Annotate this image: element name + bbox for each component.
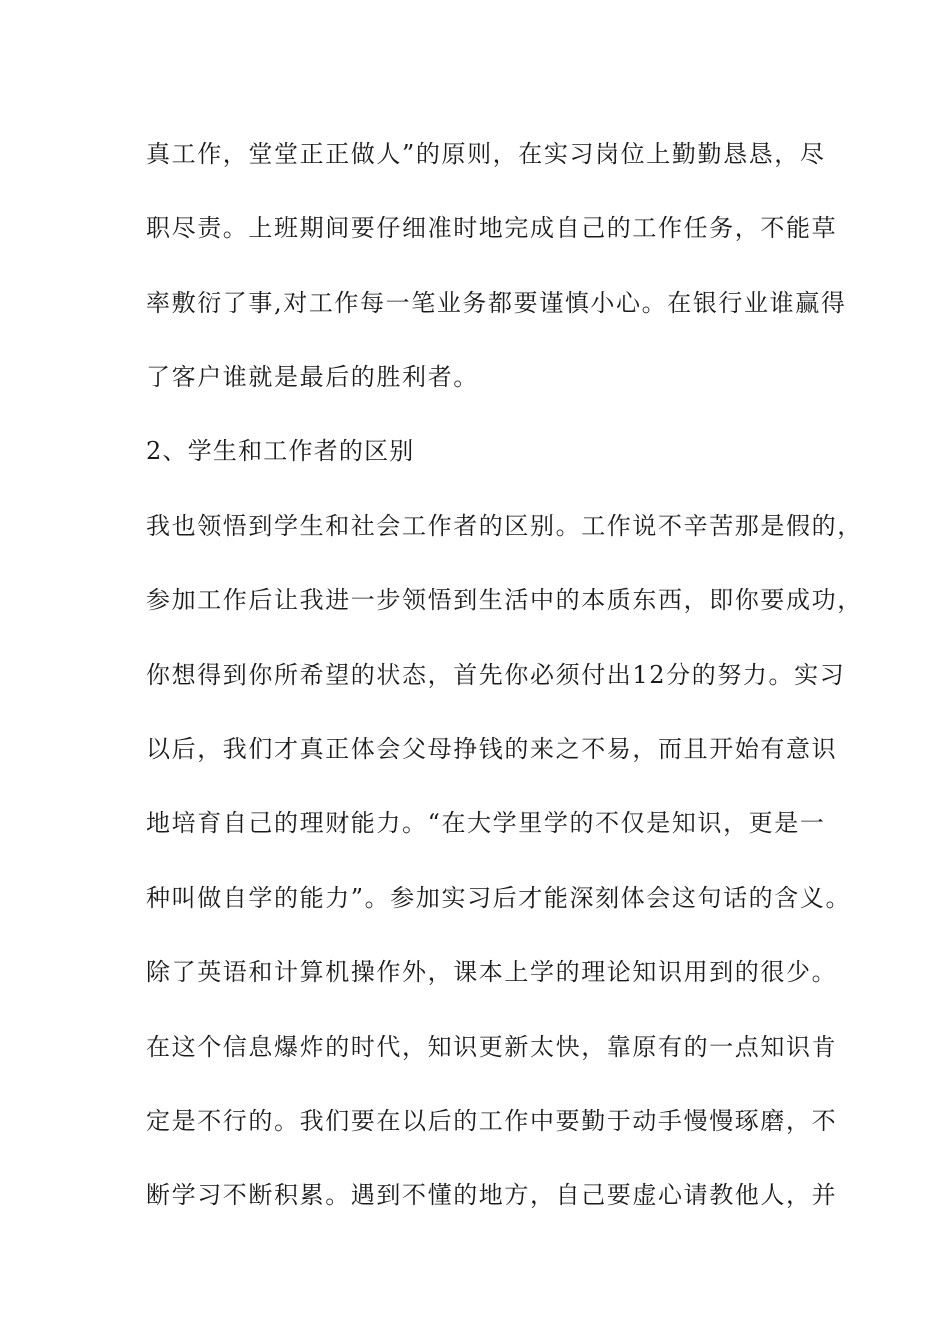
- section-heading: 2、学生和工作者的区别: [146, 437, 415, 465]
- paragraph-line: 你想得到你所希望的状态，首先你必须付出12分的努力。实习: [146, 661, 846, 689]
- paragraph-line: 地培育自己的理财能力。“在大学里学的不仅是知识，更是一: [146, 809, 826, 837]
- paragraph-line: 在这个信息爆炸的时代，知识更新太快，靠原有的一点知识肯: [146, 1033, 838, 1061]
- paragraph-line: 定是不行的。我们要在以后的工作中要勤于动手慢慢琢磨，不: [146, 1107, 838, 1135]
- paragraph-line: 种叫做自学的能力”。参加实习后才能深刻体会这句话的含义。: [146, 884, 852, 912]
- paragraph-line: 率敷衍了事,对工作每一笔业务都要谨慎小心。在银行业谁赢得: [146, 289, 847, 317]
- paragraph-line: 以后，我们才真正体会父母挣钱的来之不易，而且开始有意识: [146, 735, 838, 763]
- paragraph-line: 参加工作后让我进一步领悟到生活中的本质东西，即你要成功，: [146, 586, 863, 614]
- paragraph-line: 我也领悟到学生和社会工作者的区别。工作说不辛苦那是假的，: [146, 512, 863, 540]
- paragraph-line: 真工作，堂堂正正做人”的原则，在实习岗位上勤勤恳恳，尽: [146, 140, 826, 168]
- paragraph-line: 职尽责。上班期间要仔细准时地完成自己的工作任务，不能草: [146, 214, 838, 242]
- paragraph-line: 了客户谁就是最后的胜利者。: [146, 363, 479, 391]
- paragraph-line: 除了英语和计算机操作外，课本上学的理论知识用到的很少。: [146, 958, 838, 986]
- paragraph-line: 断学习不断积累。遇到不懂的地方，自己要虚心请教他人，并: [146, 1181, 838, 1209]
